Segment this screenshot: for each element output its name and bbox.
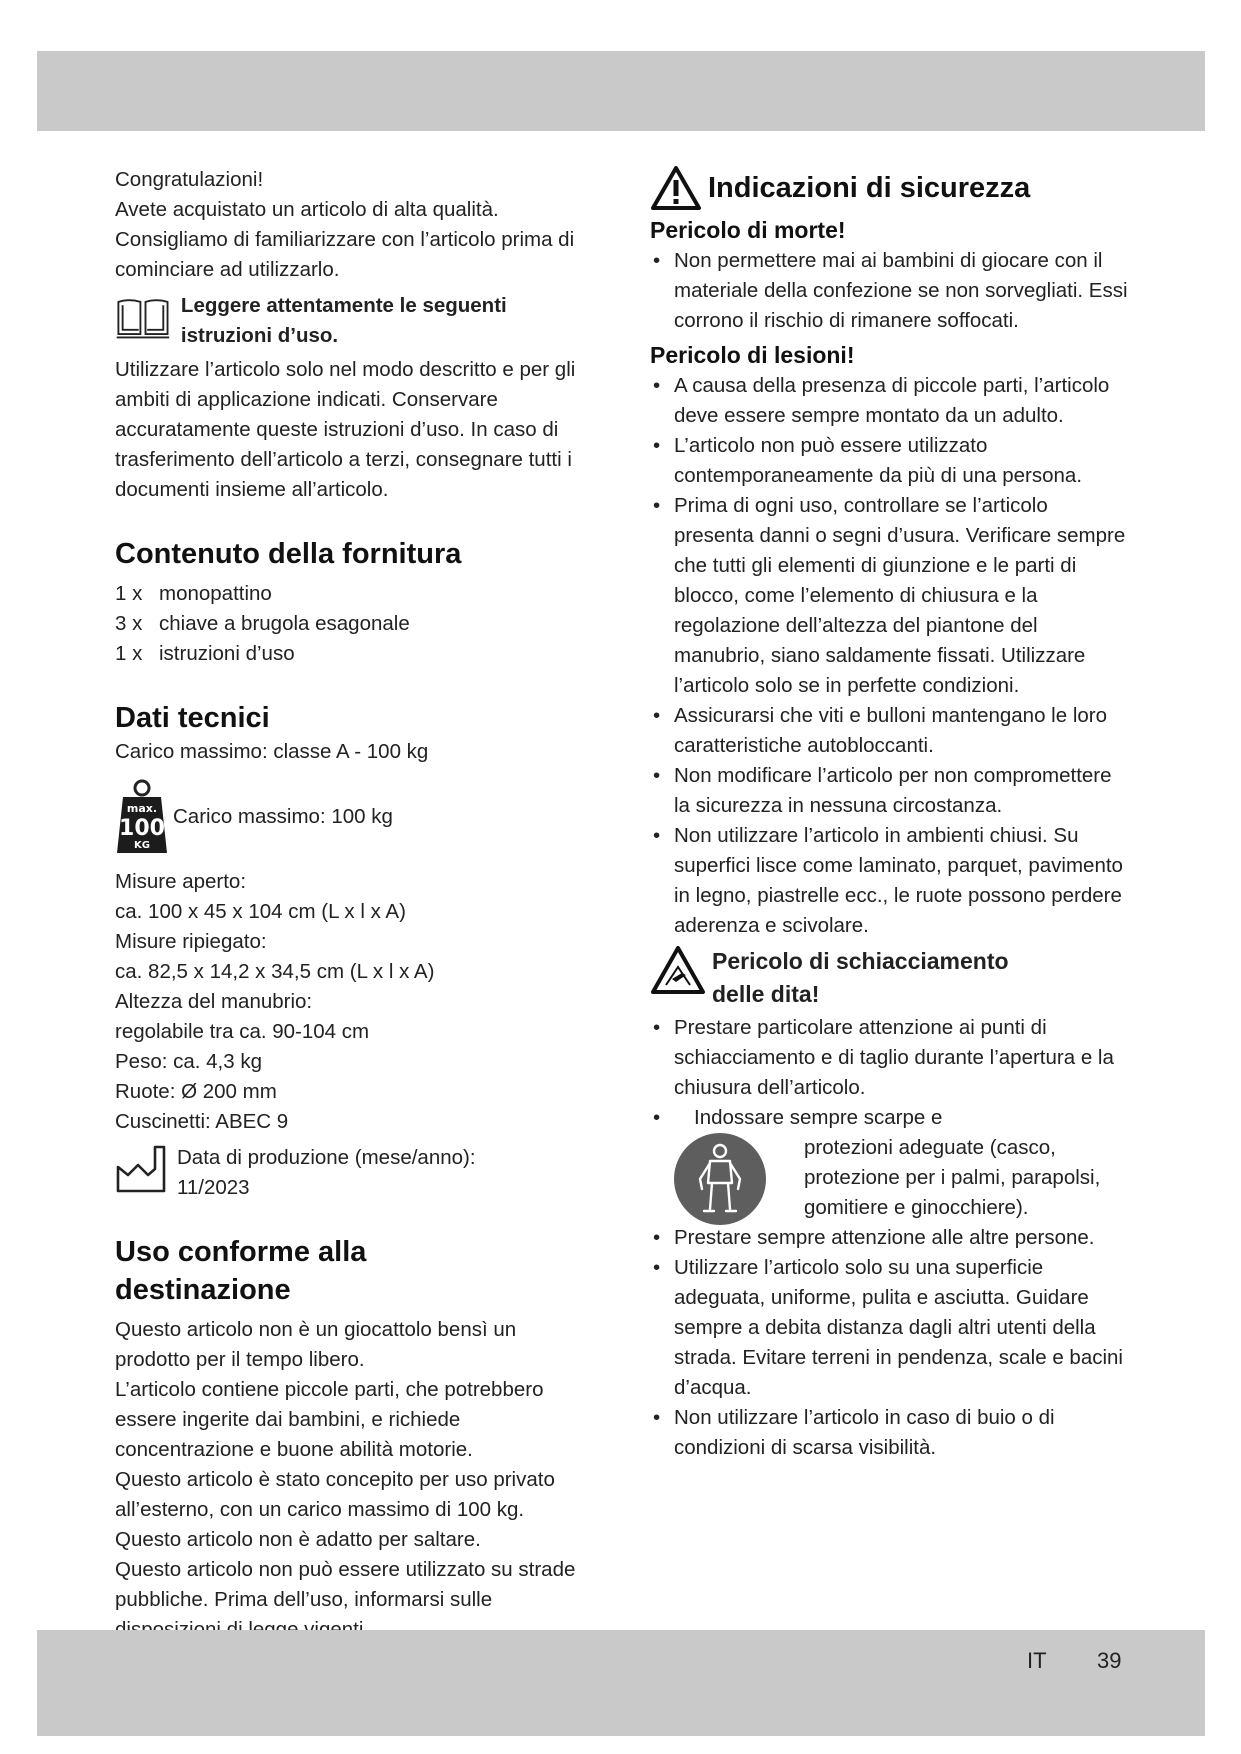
tech-title: Dati tecnici — [115, 702, 270, 734]
death-list — [650, 246, 1130, 336]
list-item: 1 x istruzioni d’uso — [115, 642, 295, 665]
death-title: Pericolo di morte! — [650, 217, 846, 243]
open-book-icon — [115, 291, 171, 345]
greeting: Congratulazioni! — [115, 168, 264, 191]
svg-text:KG: KG — [134, 840, 150, 851]
crush-list — [650, 1013, 1130, 1463]
injury-list — [650, 371, 1130, 941]
handle-label: Altezza del manubrio: — [115, 990, 313, 1013]
list-item: • Non utilizzare l’articolo in caso di buio o di condizioni di scarsa visibilità. — [650, 1403, 1130, 1463]
list-item: • Assicurarsi che viti e bulloni mantengano le loro caratteristiche autobloccanti. — [650, 701, 1130, 761]
max-load: Carico massimo: 100 kg — [173, 805, 393, 828]
open-value: ca. 100 x 45 x 104 cm (L x l x A) — [115, 900, 406, 923]
intended-use-p1: Questo articolo non è un giocattolo bensì un prodotto per il tempo libero. — [115, 1318, 517, 1371]
delivery-list — [115, 579, 595, 669]
crush-heading — [650, 945, 1130, 1011]
read-notice-text: Leggere attentamente le seguenti istruzioni d’uso. — [180, 294, 507, 347]
open-label: Misure aperto: — [115, 870, 247, 893]
usage-text: Utilizzare l’articolo solo nel modo descritto e per gli ambiti di applicazione indicati. Conservare accuratamente queste istruzioni d’uso. In caso di trasferimento dell’articolo a terzi, consegnare tutti i documenti insieme all’articolo. — [115, 358, 576, 501]
max-load-row — [115, 777, 595, 857]
intended-use-p2: L’articolo contiene piccole parti, che potrebbero essere ingerite dai bambini, e richiede concentrazione e buone abilità motorie. — [115, 1378, 544, 1461]
safety-heading — [650, 165, 1130, 211]
footer-language: IT — [1027, 1648, 1047, 1673]
injury-title: Pericolo di lesioni! — [650, 342, 855, 368]
wheels: Ruote: Ø 200 mm — [115, 1080, 277, 1103]
page-number: 39 — [1097, 1648, 1122, 1673]
svg-text:max.: max. — [126, 802, 158, 815]
intended-use-p4: Questo articolo non è adatto per saltare. — [115, 1528, 481, 1551]
max-load-class: Carico massimo: classe A - 100 kg — [115, 740, 429, 763]
list-item: • A causa della presenza di piccole parti, l’articolo deve essere sempre montato da un adulto. — [650, 371, 1130, 431]
intro-text: Avete acquistato un articolo di alta qualità. Consigliamo di familiarizzare con l’articolo prima di cominciare ad utilizzarlo. — [115, 198, 575, 281]
header-band — [37, 51, 1205, 131]
gear-rest-text: protezioni adeguate (casco, protezione per i palmi, parapolsi, gomitiere e ginocchiere). — [804, 1136, 1101, 1219]
list-item: 3 x chiave a brugola esagonale — [115, 612, 410, 635]
finger-crush-warning-icon — [650, 945, 706, 995]
list-item: • L’articolo non può essere utilizzato contemporaneamente da più di una persona. — [650, 431, 1130, 491]
list-item: • Non permettere mai ai bambini di giocare con il materiale della confezione se non sorvegliati. Essi corrono il rischio di rimanere soffocati. — [650, 246, 1130, 336]
intended-use-title-1: Uso conforme alla — [115, 1236, 367, 1268]
read-instructions-notice — [115, 291, 595, 351]
right-column — [650, 165, 1130, 1463]
intended-use-p3: Questo articolo è stato concepito per uso privato all’esterno, con un carico massimo di 100 kg. — [115, 1468, 555, 1521]
list-item: 1 x monopattino — [115, 582, 272, 605]
safety-title: Indicazioni di sicurezza — [708, 172, 1031, 204]
left-column — [115, 165, 595, 1645]
folded-label: Misure ripiegato: — [115, 930, 267, 953]
folded-value: ca. 82,5 x 14,2 x 34,5 cm (L x l x A) — [115, 960, 435, 983]
crush-title-1: Pericolo di schiacciamento — [712, 948, 1009, 974]
list-item: • Utilizzare l’articolo solo su una superficie adeguata, uniforme, pulita e asciutta. Guidare sempre a debita distanza dagli altri utenti della strada. Evitare terreni in pendenza, scale e bacini d’acqua. — [650, 1253, 1130, 1403]
list-item: • Non modificare l’articolo per non compromettere la sicurezza in nessuna circostanza. — [650, 761, 1130, 821]
protective-gear-item — [650, 1103, 1130, 1223]
bearings: Cuscinetti: ABEC 9 — [115, 1110, 289, 1133]
production-date — [115, 1143, 595, 1203]
svg-text:100: 100 — [119, 816, 165, 841]
warning-icon — [650, 165, 702, 211]
list-item: • Prestare particolare attenzione ai punti di schiacciamento e di taglio durante l’apertura e la chiusura dell’articolo. — [650, 1013, 1130, 1103]
list-item: • Prestare sempre attenzione alle altre persone. — [650, 1223, 1130, 1253]
crush-title-2: delle dita! — [712, 981, 820, 1007]
factory-icon — [115, 1143, 167, 1195]
production-label: Data di produzione (mese/anno): — [177, 1146, 476, 1169]
delivery-title: Contenuto della fornitura — [115, 538, 462, 570]
intended-use-p5: Questo articolo non può essere utilizzato su strade pubbliche. Prima dell’uso, informarsi sulle — [115, 1558, 576, 1611]
list-item: • Prima di ogni uso, controllare se l’articolo presenta danni o segni d’usura. Verificare sempre che tutti gli elementi di giunzione e le parti di blocco, come l’elemento di chiusura e la regolazione dell’altezza del piantone del manubrio, siano saldamente fissati. Utilizzare l’articolo solo se in perfette condizioni. — [650, 491, 1130, 701]
weight-icon — [115, 777, 169, 857]
gear-first-line: • Indossare sempre scarpe e — [694, 1106, 943, 1129]
list-item: • Non utilizzare l’articolo in ambienti chiusi. Su superfici lisce come laminato, parquet, pavimento in legno, piastrelle ecc., le ruote possono perdere aderenza e scivolare. — [650, 821, 1130, 941]
handle-value: regolabile tra ca. 90-104 cm — [115, 1020, 370, 1043]
weight: Peso: ca. 4,3 kg — [115, 1050, 263, 1073]
intended-use-title-2: destinazione — [115, 1274, 291, 1306]
protective-gear-icon — [674, 1133, 766, 1225]
footer-band — [37, 1630, 1205, 1736]
production-value: 11/2023 — [177, 1176, 250, 1199]
